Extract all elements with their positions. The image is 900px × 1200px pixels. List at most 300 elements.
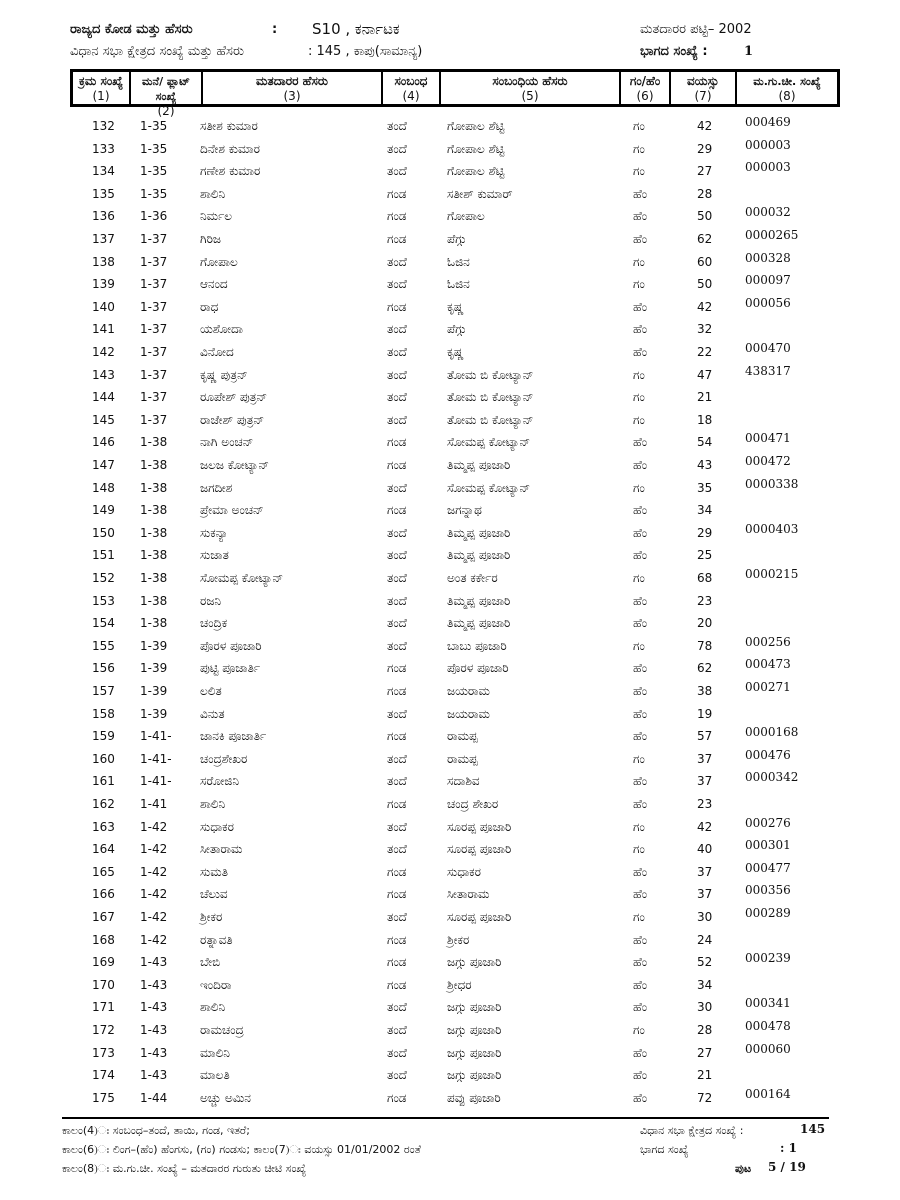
house-number: 1-39 <box>140 661 168 676</box>
constituency-value: : 145 , ಕಾಪು(ಸಾಮಾನ್ಯ) <box>308 44 423 59</box>
relation: ತಂದೆ <box>387 774 407 789</box>
voter-name: ಸರೋಜಿನಿ <box>200 774 240 789</box>
col-header-title: ಮ.ಗು.ಚೀ. ಸಂಖ್ಯೆ <box>753 75 821 88</box>
voter-name: ಶಾಲಿನಿ <box>200 1000 226 1015</box>
col-header-title: ವಯಸ್ಸು <box>687 74 719 88</box>
voter-name: ಸತೀಶ ಕುಮಾರ <box>200 119 258 133</box>
house-number: 1-38 <box>140 480 168 495</box>
serial-number: 154 <box>92 616 115 631</box>
voter-name: ಪುಟ್ಟಿ ಪೂಜಾರ್ತಿ <box>200 661 261 676</box>
house-number: 1-41- <box>140 751 172 766</box>
footer-note-col4: ಕಾಲಂ(4)ಃ ಸಂಬಂಧ–ತಂದೆ, ತಾಯಿ, ಗಂಡ, ಇತರೆ; <box>62 1124 250 1137</box>
house-number: 1-37 <box>140 412 168 427</box>
col-header-title: ಮನೆ/ ಫ್ಲಾಟ್ ಸಂಖ್ಯೆ <box>142 75 190 103</box>
relation: ಗಂಡ <box>387 977 407 992</box>
serial-number: 148 <box>92 480 115 495</box>
voter-name: ಪ್ರೇಮಾ ಅಂಚನ್ <box>200 503 264 518</box>
house-number: 1-35 <box>140 119 168 133</box>
age: 38 <box>697 684 713 698</box>
relation: ಗಂಡ <box>387 186 407 201</box>
serial-number: 138 <box>92 254 115 269</box>
voter-name: ರತ್ನಾವತಿ <box>200 932 233 947</box>
table-row <box>0 1019 900 1041</box>
sex: ಹೆಂ <box>633 458 648 472</box>
age: 40 <box>697 842 713 857</box>
voter-name: ಯಶೋದಾ <box>200 322 244 337</box>
sex: ಗಂ <box>633 390 645 405</box>
sex: ಹೆಂ <box>633 186 648 201</box>
age: 27 <box>697 164 713 179</box>
house-number: 1-37 <box>140 232 168 246</box>
col-header-relative-name <box>441 72 621 104</box>
relative-name: ಜಗ್ಗು ಪೂಜಾರಿ <box>447 1023 502 1037</box>
house-number: 1-38 <box>140 503 168 518</box>
relation: ಗಂಡ <box>387 299 407 314</box>
col-header-title: ಸಂಬಂಧಿಯ ಹೆಸರು <box>492 74 568 88</box>
table-row <box>0 1042 900 1064</box>
serial-number: 160 <box>92 751 115 766</box>
epic-number: 000469 <box>745 115 791 129</box>
house-number: 1-41 <box>140 797 168 811</box>
sex: ಹೆಂ <box>633 864 648 879</box>
epic-number: 000056 <box>745 295 791 310</box>
epic-number: 000003 <box>745 137 791 152</box>
relative-name: ತೋಮ ಬಿ ಕೋಟ್ಯಾನ್ <box>447 412 534 427</box>
house-number: 1-36 <box>140 209 168 224</box>
epic-number: 000271 <box>745 680 791 694</box>
house-number: 1-43 <box>140 955 168 970</box>
voter-name: ಸುಕನ್ಯಾ <box>200 525 229 540</box>
serial-number: 142 <box>92 345 115 359</box>
epic-number: 0000338 <box>745 476 799 491</box>
sex: ಹೆಂ <box>633 435 648 450</box>
serial-number: 155 <box>92 638 115 653</box>
state-label: ರಾಜ್ಯದ ಕೋಡ ಮತ್ತು ಹೆಸರು <box>70 22 193 37</box>
age: 32 <box>697 322 713 337</box>
relation: ಗಂಡ <box>387 232 407 246</box>
epic-number: 000003 <box>745 160 791 175</box>
table-row <box>0 499 900 521</box>
serial-number: 152 <box>92 571 115 585</box>
age: 30 <box>697 1000 713 1015</box>
sex: ಹೆಂ <box>633 232 648 246</box>
table-row <box>0 409 900 431</box>
relation: ತಂದೆ <box>387 751 407 766</box>
table-row <box>0 951 900 973</box>
sex: ಗಂ <box>633 367 645 382</box>
voter-name: ರೂಪೇಶ್ ಪುತ್ರನ್ <box>200 390 268 405</box>
sex: ಹೆಂ <box>633 1045 648 1060</box>
house-number: 1-39 <box>140 638 168 653</box>
voter-name: ನಿರ್ಮಲ <box>200 209 233 224</box>
house-number: 1-42 <box>140 910 168 924</box>
relative-name: ಗೋಪಾಲ ಶೆಟ್ಟಿ <box>447 119 505 133</box>
serial-number: 140 <box>92 299 115 314</box>
house-number: 1-43 <box>140 1068 168 1083</box>
relative-name: ಜಗ್ಗು ಪೂಜಾರಿ <box>447 955 502 970</box>
part-label: ಭಾಗದ ಸಂಖ್ಯೆ : <box>640 44 708 59</box>
voter-name: ಸುಜಾತ <box>200 548 229 563</box>
sex: ಗಂ <box>633 842 645 857</box>
relation: ತಂದೆ <box>387 548 407 563</box>
relative-name: ಓಜಿನ <box>447 277 470 292</box>
house-number: 1-42 <box>140 842 168 857</box>
epic-number: 000470 <box>745 341 791 355</box>
relation: ಗಂಡ <box>387 932 407 947</box>
relative-name: ಸುಧಾಕರ <box>447 864 481 879</box>
voter-name: ಮಾಲಿನಿ <box>200 1045 230 1060</box>
relation: ಗಂಡ <box>387 887 407 902</box>
relation: ತಂದೆ <box>387 1068 407 1083</box>
house-number: 1-38 <box>140 593 168 608</box>
col-header-title: ಮತದಾರರ ಹೆಸರು <box>256 74 328 88</box>
age: 37 <box>697 887 713 902</box>
age: 42 <box>697 819 713 834</box>
sex: ಹೆಂ <box>633 322 648 337</box>
sex: ಹೆಂ <box>633 525 648 540</box>
house-number: 1-38 <box>140 458 168 472</box>
part-value: 1 <box>744 44 754 59</box>
serial-number: 158 <box>92 706 115 721</box>
col-header-num: (8) <box>778 89 796 103</box>
col-header-epic-id <box>737 72 837 104</box>
footer-divider <box>62 1117 829 1119</box>
age: 37 <box>697 864 713 879</box>
serial-number: 169 <box>92 955 115 970</box>
age: 42 <box>697 299 713 314</box>
relative-name: ಸೂರಪ್ಪ ಪೂಜಾರಿ <box>447 819 512 834</box>
col-header-num: (2) <box>157 104 175 118</box>
relative-name: ತಿಮ್ಮಪ್ಪ ಪೂಜಾರಿ <box>447 593 511 608</box>
serial-number: 143 <box>92 367 115 382</box>
relation: ತಂದೆ <box>387 525 407 540</box>
table-row <box>0 1064 900 1086</box>
serial-number: 149 <box>92 503 115 518</box>
sex: ಹೆಂ <box>633 299 648 314</box>
col-header-voter-name <box>203 72 383 104</box>
table-row <box>0 228 900 250</box>
house-number: 1-43 <box>140 977 168 992</box>
age: 62 <box>697 661 713 676</box>
relation: ಗಂಡ <box>387 684 407 698</box>
epic-number: 0000168 <box>745 725 799 740</box>
relative-name: ಪೆಗ್ಗು <box>447 322 467 337</box>
relative-name: ಗೋಪಾಲ ಶೆಟ್ಟಿ <box>447 164 505 179</box>
table-row <box>0 364 900 386</box>
table-row <box>0 1087 900 1109</box>
serial-number: 173 <box>92 1045 115 1060</box>
voter-name: ಶಾಲಿನಿ <box>200 797 226 811</box>
relation: ತಂದೆ <box>387 571 407 585</box>
house-number: 1-37 <box>140 254 168 269</box>
epic-number: 000476 <box>745 747 791 762</box>
relative-name: ಗೋಪಾಲ ಶೆಟ್ಟಿ <box>447 141 505 156</box>
sex: ಗಂ <box>633 480 645 495</box>
relation: ತಂದೆ <box>387 1045 407 1060</box>
house-number: 1-38 <box>140 571 168 585</box>
serial-number: 141 <box>92 322 115 337</box>
voter-name: ಚೆಲುವ <box>200 887 228 902</box>
table-row <box>0 725 900 747</box>
epic-number: 000164 <box>745 1086 791 1101</box>
epic-number: 000276 <box>745 815 791 830</box>
voter-name: ಕೃಷ್ಣ ಪುತ್ರನ್ <box>200 367 248 382</box>
relation: ತಂದೆ <box>387 910 407 924</box>
age: 68 <box>697 571 713 585</box>
relation: ತಂದೆ <box>387 141 407 156</box>
table-row <box>0 454 900 476</box>
voter-name: ಲಲಿತ <box>200 684 222 698</box>
relative-name: ತಿಮ್ಮಪ್ಪ ಪೂಜಾರಿ <box>447 548 511 563</box>
table-row <box>0 816 900 838</box>
serial-number: 136 <box>92 209 115 224</box>
house-number: 1-37 <box>140 277 168 292</box>
house-number: 1-41- <box>140 729 172 744</box>
serial-number: 165 <box>92 864 115 879</box>
relative-name: ಜಗ್ಗು ಪೂಜಾರಿ <box>447 1000 502 1015</box>
relative-name: ರಾಮಪ್ಪ <box>447 751 478 766</box>
relation: ತಂದೆ <box>387 842 407 857</box>
table-row <box>0 386 900 408</box>
sex: ಹೆಂ <box>633 1000 648 1015</box>
col-header-age <box>671 72 737 104</box>
house-number: 1-42 <box>140 887 168 902</box>
sex: ಗಂ <box>633 141 645 156</box>
relation: ತಂದೆ <box>387 638 407 653</box>
relation: ತಂದೆ <box>387 1023 407 1037</box>
relation: ಗಂಡ <box>387 209 407 224</box>
col-header-title: ಗಂ/ಹೆಂ <box>629 74 661 88</box>
voter-name: ಜಲಜ ಕೋಟ್ಯಾನ್ <box>200 458 270 472</box>
house-number: 1-43 <box>140 1023 168 1037</box>
epic-number: 000471 <box>745 431 791 446</box>
relation: ಗಂಡ <box>387 955 407 970</box>
footer-part-value: : 1 <box>780 1141 797 1155</box>
relative-name: ಜಯರಾಮ <box>447 684 490 698</box>
age: 34 <box>697 977 713 992</box>
age: 34 <box>697 503 713 518</box>
epic-number: 0000265 <box>745 228 799 242</box>
serial-number: 144 <box>92 390 115 405</box>
voter-name: ಗೋಪಾಲ <box>200 254 238 269</box>
serial-number: 139 <box>92 277 115 292</box>
relation: ತಂದೆ <box>387 412 407 427</box>
table-row <box>0 522 900 544</box>
sex: ಗಂ <box>633 277 645 292</box>
age: 28 <box>697 186 713 201</box>
serial-number: 168 <box>92 932 115 947</box>
voter-name: ಚಂದ್ರಿಕ <box>200 616 228 631</box>
relative-name: ಓಜಿನ <box>447 254 470 269</box>
age: 37 <box>697 774 713 789</box>
relative-name: ಗೋಪಾಲ <box>447 209 485 224</box>
relation: ಗಂಡ <box>387 1090 407 1105</box>
serial-number: 171 <box>92 1000 115 1015</box>
relation: ತಂದೆ <box>387 345 407 359</box>
relative-name: ಸೂರಪ್ಪ ಪೂಜಾರಿ <box>447 910 512 924</box>
col-header-num: (7) <box>694 89 712 103</box>
house-number: 1-39 <box>140 706 168 721</box>
house-number: 1-44 <box>140 1090 168 1105</box>
col-header-sex <box>621 72 671 104</box>
serial-number: 166 <box>92 887 115 902</box>
voter-name: ನಾಗಿ ಅಂಚನ್ <box>200 435 254 450</box>
sex: ಗಂ <box>633 254 645 269</box>
age: 22 <box>697 345 713 359</box>
voter-name: ಅಚ್ಚು ಅಮಿನ <box>200 1090 251 1105</box>
epic-number: 000477 <box>745 860 791 875</box>
sex: ಹೆಂ <box>633 345 648 359</box>
relation: ತಂದೆ <box>387 1000 407 1015</box>
voter-name: ಚಂದ್ರಶೇಖರ <box>200 751 248 766</box>
relative-name: ಅಂತ ಕರ್ಕೇರ <box>447 571 498 585</box>
house-number: 1-35 <box>140 186 168 201</box>
age: 21 <box>697 1068 713 1083</box>
epic-number: 000239 <box>745 951 791 966</box>
voter-name: ಜಾನಕಿ ಪೂಜಾರ್ತಿ <box>200 729 267 744</box>
voter-name: ರಾಜೇಶ್ ಪುತ್ರನ್ <box>200 412 265 427</box>
relative-name: ಪೆಗ್ಗು <box>447 232 467 246</box>
relation: ಗಂಡ <box>387 503 407 518</box>
sex: ಗಂ <box>633 1023 645 1037</box>
table-row <box>0 974 900 996</box>
relation: ಗಂಡ <box>387 864 407 879</box>
age: 57 <box>697 729 713 744</box>
age: 23 <box>697 593 713 608</box>
serial-number: 137 <box>92 232 115 246</box>
epic-number: 000356 <box>745 883 791 898</box>
table-row <box>0 996 900 1018</box>
footer-note-col6-7: ಕಾಲಂ(6)ಃ ಲಿಂಗ–(ಹೆಂ) ಹೆಂಗಸು, (ಗಂ) ಗಂಡಸು; ಕಾಲಂ(7)ಃ ವಯಸ್ಸು 01/01/2002 ರಂತೆ <box>62 1143 421 1156</box>
relative-name: ಕೃಷ್ಣ <box>447 299 464 314</box>
relation: ತಂದೆ <box>387 593 407 608</box>
table-row <box>0 680 900 702</box>
relative-name: ಸೋಮಪ್ಪ ಕೋಟ್ಯಾನ್ <box>447 480 531 495</box>
voter-name: ಸುಮತಿ <box>200 864 228 879</box>
table-row <box>0 183 900 205</box>
constituency-label: ವಿಧಾನ ಸಭಾ ಕ್ಷೇತ್ರದ ಸಂಖ್ಯೆ ಮತ್ತು ಹೆಸರು <box>70 44 244 59</box>
sex: ಹೆಂ <box>633 684 648 698</box>
house-number: 1-38 <box>140 525 168 540</box>
serial-number: 157 <box>92 684 115 698</box>
relation: ತಂದೆ <box>387 819 407 834</box>
relative-name: ಕೃಷ್ಣ <box>447 345 464 359</box>
house-number: 1-38 <box>140 435 168 450</box>
relative-name: ಸೋಮಪ್ಪ ಕೋಟ್ಯಾನ್ <box>447 435 531 450</box>
epic-number: 0000215 <box>745 567 799 581</box>
age: 37 <box>697 751 713 766</box>
sex: ಹೆಂ <box>633 706 648 721</box>
footer-constituency-value: 145 <box>800 1122 826 1136</box>
relative-name: ಜಗನ್ನಾಥ <box>447 503 482 518</box>
sex: ಗಂ <box>633 751 645 766</box>
epic-number: 000097 <box>745 273 791 288</box>
relative-name: ತೋಮ ಬಿ ಕೋಟ್ಯಾನ್ <box>447 390 534 405</box>
age: 24 <box>697 932 713 947</box>
table-row <box>0 703 900 725</box>
voter-name: ಸೋಮಪ್ಪ ಕೋಟ್ಯಾನ್ <box>200 571 284 585</box>
age: 23 <box>697 797 713 811</box>
epic-number: 438317 <box>745 363 791 378</box>
col-header-house <box>131 72 203 118</box>
sex: ಗಂ <box>633 119 645 133</box>
relation: ತಂದೆ <box>387 254 407 269</box>
relative-name: ತಿಮ್ಮಪ್ಪ ಪೂಜಾರಿ <box>447 458 511 472</box>
table-row <box>0 205 900 227</box>
col-header-num: (3) <box>283 89 301 103</box>
serial-number: 147 <box>92 458 115 472</box>
sex: ಹೆಂ <box>633 729 648 744</box>
relation: ಗಂಡ <box>387 729 407 744</box>
age: 50 <box>697 209 713 224</box>
table-row <box>0 590 900 612</box>
voter-name: ಸೀತಾರಾಮ <box>200 842 243 857</box>
sex: ಗಂ <box>633 164 645 179</box>
relation: ತಂದೆ <box>387 616 407 631</box>
house-number: 1-39 <box>140 684 168 698</box>
house-number: 1-41- <box>140 774 172 789</box>
serial-number: 161 <box>92 774 115 789</box>
house-number: 1-42 <box>140 864 168 879</box>
table-row <box>0 251 900 273</box>
col-header-serial <box>73 72 131 104</box>
serial-number: 134 <box>92 164 115 179</box>
age: 43 <box>697 458 713 472</box>
sex: ಗಂ <box>633 571 645 585</box>
relative-name: ತಿಮ್ಮಪ್ಪ ಪೂಜಾರಿ <box>447 616 511 631</box>
sex: ಗಂ <box>633 638 645 653</box>
age: 78 <box>697 638 713 653</box>
voter-name: ಸುಧಾಕರ <box>200 819 234 834</box>
table-row <box>0 567 900 589</box>
serial-number: 132 <box>92 119 115 133</box>
sex: ಗಂ <box>633 910 645 924</box>
serial-number: 146 <box>92 435 115 450</box>
col-header-num: (6) <box>636 89 654 103</box>
sex: ಹೆಂ <box>633 797 648 811</box>
voter-name: ವಿನೋದ <box>200 345 234 359</box>
serial-number: 167 <box>92 910 115 924</box>
voter-name: ಮಾಲತಿ <box>200 1068 230 1083</box>
voter-name: ಆನಂದ <box>200 277 228 292</box>
sex: ಹೆಂ <box>633 932 648 947</box>
table-row <box>0 115 900 137</box>
footer-page-label: ಪುಟ <box>735 1162 752 1175</box>
relative-name: ಸೀತಾರಾಮ <box>447 887 490 902</box>
house-number: 1-35 <box>140 141 168 156</box>
relation: ಗಂಡ <box>387 435 407 450</box>
age: 18 <box>697 412 713 427</box>
house-number: 1-37 <box>140 299 168 314</box>
voter-name: ರಾಮಚಂದ್ರ <box>200 1023 244 1037</box>
sex: ಗಂ <box>633 412 645 427</box>
age: 54 <box>697 435 713 450</box>
relation: ತಂದೆ <box>387 367 407 382</box>
footer-constituency-label: ವಿಧಾನ ಸಭಾ ಕ್ಷೇತ್ರದ ಸಂಖ್ಯೆ : <box>640 1124 744 1137</box>
epic-number: 000289 <box>745 906 791 920</box>
house-number: 1-37 <box>140 322 168 337</box>
relative-name: ಪೊರಳ ಪೂಜಾರಿ <box>447 661 509 676</box>
serial-number: 164 <box>92 842 115 857</box>
table-row <box>0 138 900 160</box>
sex: ಹೆಂ <box>633 209 648 224</box>
relative-name: ಸತೀಶ್ ಕುಮಾರ್ <box>447 186 513 201</box>
house-number: 1-43 <box>140 1045 168 1060</box>
serial-number: 133 <box>92 141 115 156</box>
relative-name: ಚಂದ್ರ ಶೇಖರ <box>447 797 499 811</box>
age: 42 <box>697 119 713 133</box>
sex: ಹೆಂ <box>633 977 648 992</box>
